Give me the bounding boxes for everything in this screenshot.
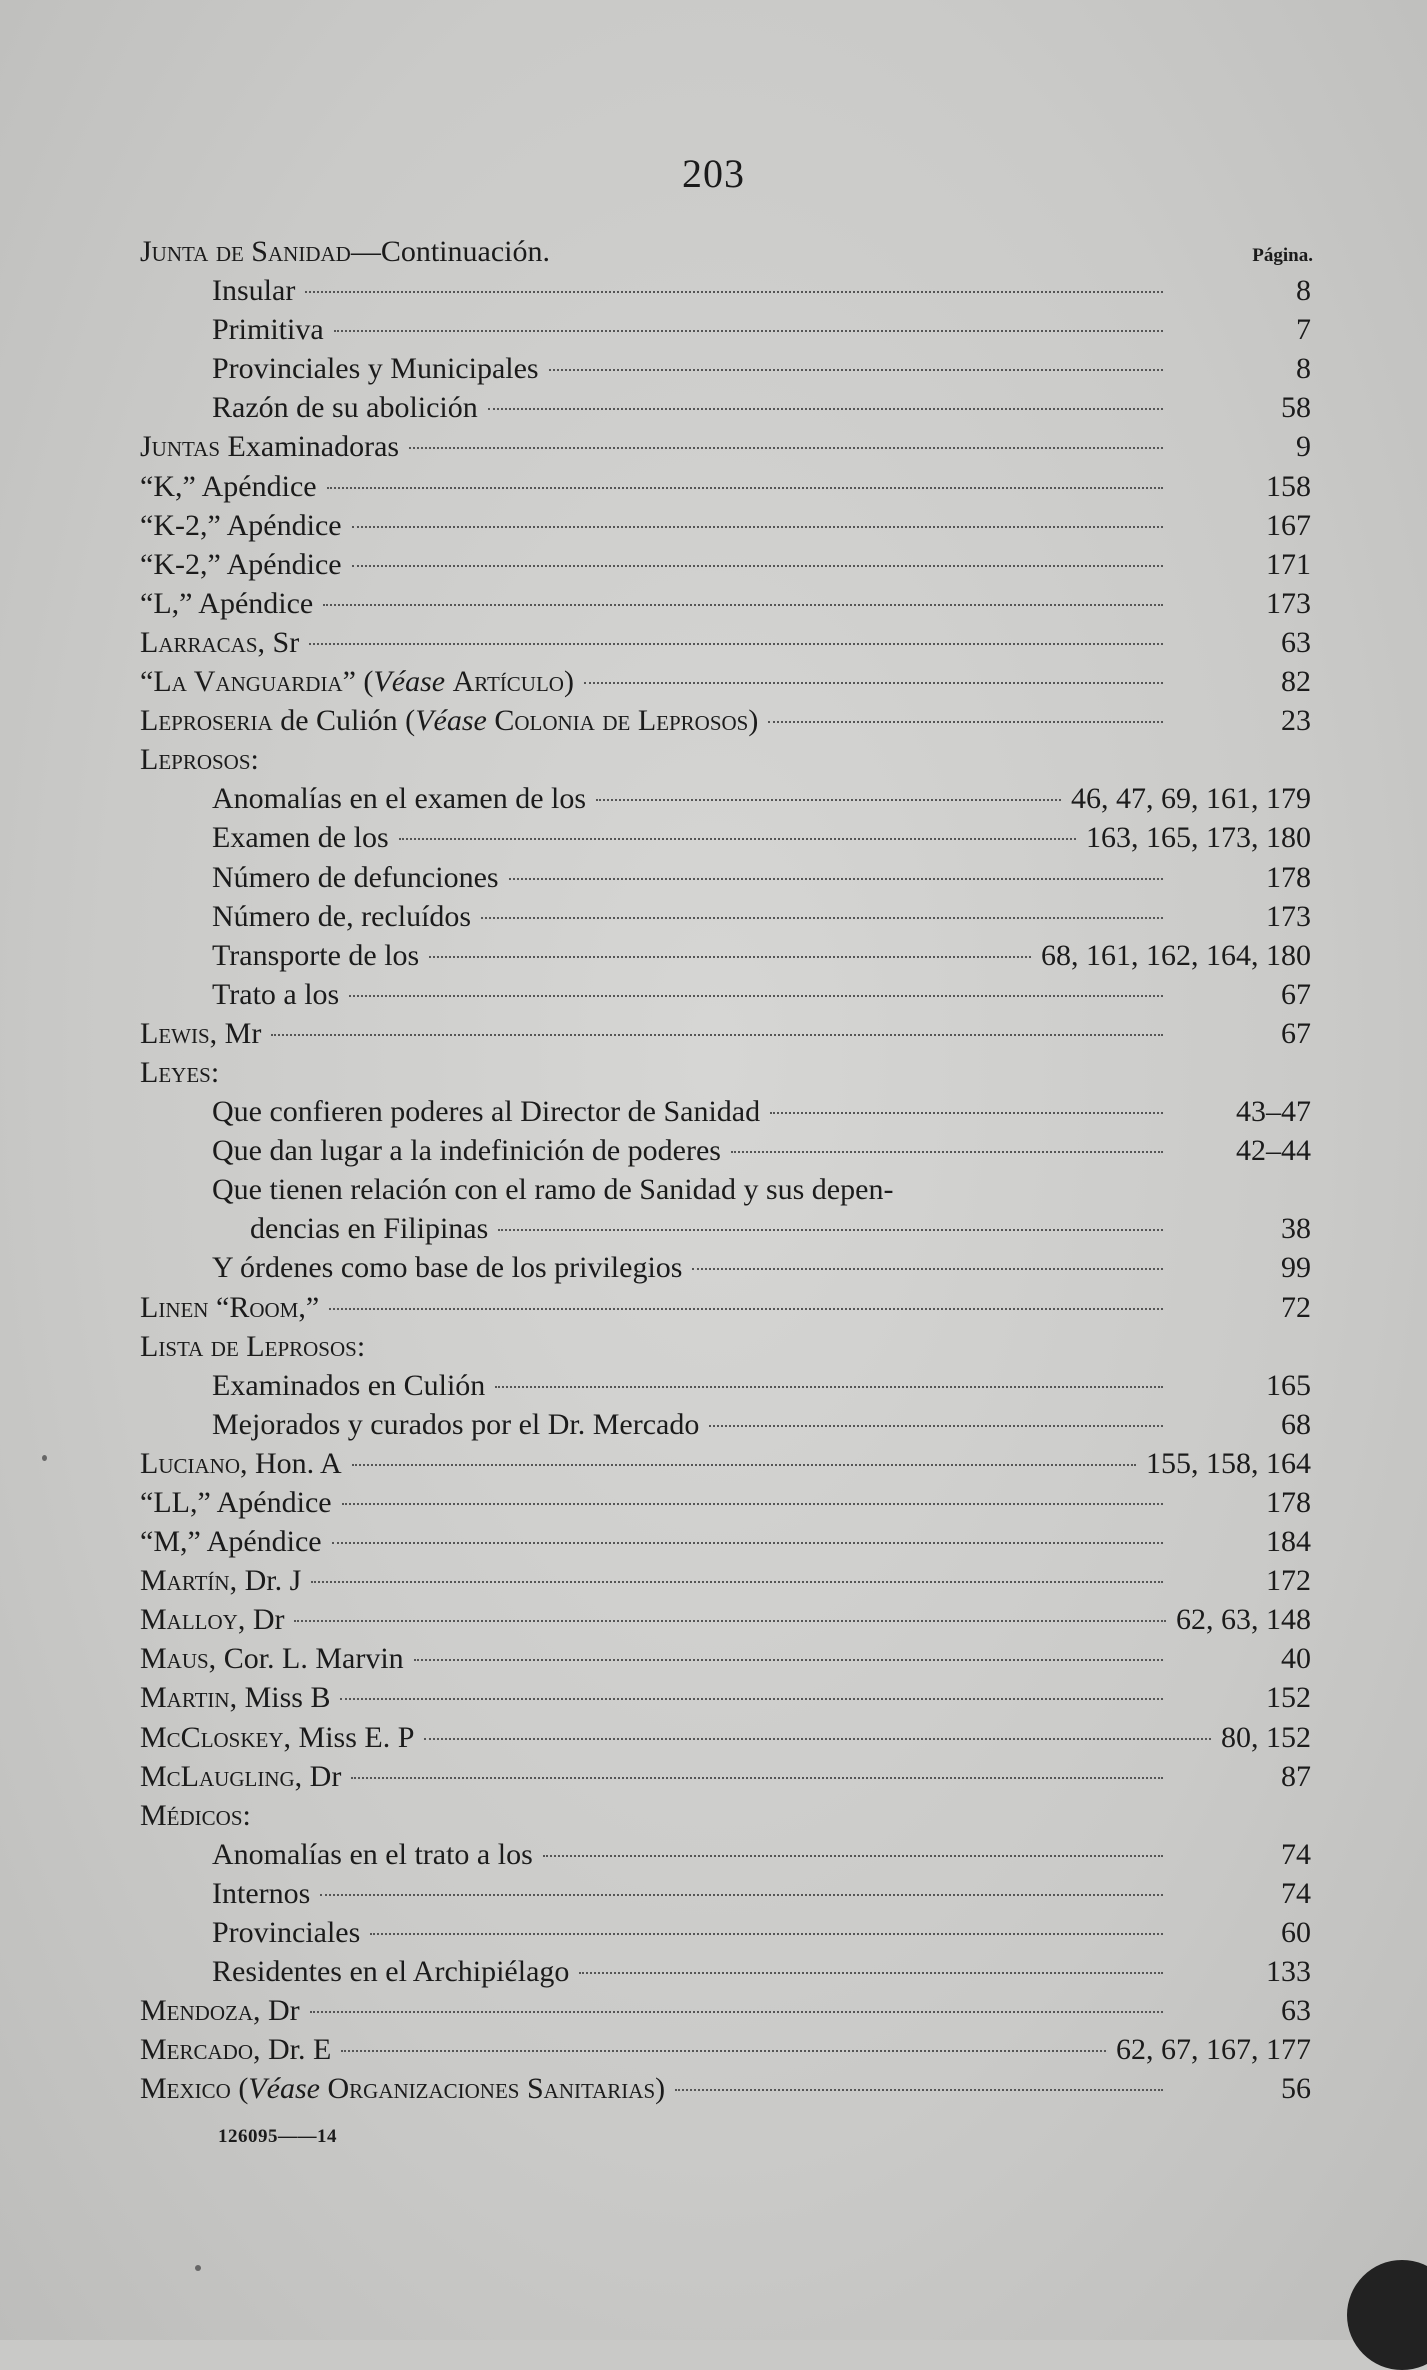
index-entry xyxy=(0,740,1427,779)
index-entry xyxy=(0,1288,1427,1327)
header-title: Junta de Sanidad xyxy=(140,235,351,268)
entry-text: “M,” Apéndice xyxy=(140,1525,322,1559)
entry-text: McLaugling, Dr xyxy=(140,1759,342,1793)
index-entry xyxy=(0,1835,1427,1874)
dot-leader xyxy=(549,369,1163,371)
dot-leader xyxy=(329,1308,1163,1310)
dot-leader xyxy=(584,682,1163,684)
dot-leader xyxy=(399,838,1076,840)
index-entry xyxy=(0,1874,1427,1913)
index-entry xyxy=(0,1327,1427,1366)
entry-text: Leprosos: xyxy=(140,743,259,777)
dot-leader xyxy=(731,1151,1163,1153)
entry-text: Trato a los xyxy=(212,977,340,1011)
index-entry xyxy=(0,1639,1427,1678)
index-entry xyxy=(0,545,1427,584)
index-entry xyxy=(0,1405,1427,1444)
entry-text: Mendoza, Dr xyxy=(140,1994,300,2028)
index-entry xyxy=(0,506,1427,545)
dot-leader xyxy=(334,330,1163,332)
index-entry xyxy=(0,1366,1427,1405)
index-entry xyxy=(0,584,1427,623)
entry-pages: 40 xyxy=(1281,1642,1311,1676)
entry-pages: 68 xyxy=(1281,1407,1311,1441)
entry-pages: 60 xyxy=(1281,1916,1311,1950)
entry-pages: 8 xyxy=(1296,274,1311,308)
entry-pages: 63 xyxy=(1281,1994,1311,2028)
index-entry xyxy=(0,2069,1427,2108)
index-entry xyxy=(0,1053,1427,1092)
entry-pages: 67 xyxy=(1281,977,1311,1011)
entry-pages: 155, 158, 164 xyxy=(1146,1446,1311,1480)
dot-leader xyxy=(488,408,1163,410)
dot-leader xyxy=(414,1659,1163,1661)
dot-leader xyxy=(294,1620,1166,1622)
index-entry xyxy=(0,1092,1427,1131)
entry-pages: 43–47 xyxy=(1236,1095,1311,1129)
entry-pages: 67 xyxy=(1281,1016,1311,1050)
entry-text: Leproseria de Culión (Véase Colonia de Leprosos) xyxy=(140,704,759,738)
entry-text: Médicos: xyxy=(140,1798,251,1832)
entry-pages: 173 xyxy=(1266,899,1311,933)
entry-text: Primitiva xyxy=(212,313,324,347)
dot-leader xyxy=(709,1425,1163,1427)
index-entry xyxy=(0,623,1427,662)
entry-pages: 62, 63, 148 xyxy=(1176,1603,1311,1637)
dot-leader xyxy=(327,487,1163,489)
entry-pages: 62, 67, 167, 177 xyxy=(1116,2033,1311,2067)
entry-text: Linen “Room,” xyxy=(140,1290,320,1324)
dot-leader xyxy=(481,917,1163,919)
index-entry xyxy=(0,1600,1427,1639)
entry-pages: 72 xyxy=(1281,1290,1311,1324)
index-entry xyxy=(0,975,1427,1014)
entry-text: “La Vanguardia” (Véase Artículo) xyxy=(140,665,574,699)
dot-leader xyxy=(692,1268,1163,1270)
index-entry xyxy=(0,1014,1427,1053)
dot-leader xyxy=(509,878,1163,880)
index-entry xyxy=(0,779,1427,818)
entry-text: Mercado, Dr. E xyxy=(140,2033,332,2067)
page-column-label: Página. xyxy=(1252,245,1313,266)
index-entry xyxy=(0,1952,1427,1991)
entry-pages: 178 xyxy=(1266,860,1311,894)
entry-text: Que confieren poderes al Director de Sanidad xyxy=(212,1095,761,1129)
entry-text: Leyes: xyxy=(140,1055,220,1089)
entry-text: Residentes en el Archipiélago xyxy=(212,1955,570,1989)
index-entry xyxy=(0,897,1427,936)
index-entry xyxy=(0,1522,1427,1561)
entry-text: Lewis, Mr xyxy=(140,1016,262,1050)
dot-leader xyxy=(429,956,1031,958)
entry-text: “K,” Apéndice xyxy=(140,469,317,503)
entry-pages: 99 xyxy=(1281,1251,1311,1285)
entry-text: Que dan lugar a la indefinición de poderes xyxy=(212,1134,721,1168)
index-entry xyxy=(0,1444,1427,1483)
entry-pages: 68, 161, 162, 164, 180 xyxy=(1041,938,1311,972)
entry-pages: 8 xyxy=(1296,352,1311,386)
entry-text: Insular xyxy=(212,274,296,308)
index-entry xyxy=(0,388,1427,427)
entry-text: dencias en Filipinas xyxy=(250,1212,489,1246)
index-entry xyxy=(0,467,1427,506)
dot-leader xyxy=(342,1503,1163,1505)
entry-list xyxy=(0,271,1427,2108)
index-entry xyxy=(0,701,1427,740)
entry-text: Luciano, Hon. A xyxy=(140,1446,342,1480)
index-entry xyxy=(0,2030,1427,2069)
dot-leader xyxy=(409,447,1163,449)
dot-leader xyxy=(352,526,1163,528)
dot-leader xyxy=(311,1581,1163,1583)
entry-text: Malloy, Dr xyxy=(140,1603,285,1637)
entry-text: Razón de su abolición xyxy=(212,391,478,425)
entry-text: Número de, recluídos xyxy=(212,899,472,933)
entry-text: Provinciales xyxy=(212,1916,361,1950)
paper-speck xyxy=(195,2265,201,2271)
dot-leader xyxy=(498,1229,1163,1231)
entry-text: Anomalías en el trato a los xyxy=(212,1837,533,1871)
entry-text: Número de defunciones xyxy=(212,860,499,894)
entry-pages: 46, 47, 69, 161, 179 xyxy=(1071,782,1311,816)
index-entry xyxy=(0,1678,1427,1717)
entry-pages: 178 xyxy=(1266,1486,1311,1519)
dot-leader xyxy=(340,1698,1163,1700)
dot-leader xyxy=(310,2011,1163,2013)
entry-pages: 171 xyxy=(1266,547,1311,581)
index-entry xyxy=(0,1131,1427,1170)
dot-leader xyxy=(768,721,1163,723)
dot-leader xyxy=(320,1894,1163,1896)
entry-text: Maus, Cor. L. Marvin xyxy=(140,1642,404,1676)
entry-text: “K-2,” Apéndice xyxy=(140,547,342,581)
index-entry xyxy=(0,1170,1427,1209)
index-entry xyxy=(0,1209,1427,1248)
entry-pages: 184 xyxy=(1266,1525,1311,1559)
dot-leader xyxy=(351,1777,1163,1779)
entry-text: Transporte de los xyxy=(212,938,420,972)
entry-text: “LL,” Apéndice xyxy=(140,1486,332,1519)
entry-text: Examen de los xyxy=(212,821,389,855)
index-entry xyxy=(0,1483,1427,1522)
index-entry xyxy=(0,818,1427,857)
header-continuation: —Continuación. xyxy=(350,235,550,268)
printer-code: 126095——14 xyxy=(218,2126,337,2147)
entry-pages: 167 xyxy=(1266,508,1311,542)
entry-pages: 38 xyxy=(1281,1212,1311,1246)
index-entry xyxy=(0,271,1427,310)
index-entry xyxy=(0,1561,1427,1600)
entry-text: Anomalías en el examen de los xyxy=(212,782,587,816)
entry-text: “K-2,” Apéndice xyxy=(140,508,342,542)
dot-leader xyxy=(495,1386,1163,1388)
index-entry xyxy=(0,1248,1427,1287)
entry-pages: 74 xyxy=(1281,1837,1311,1871)
entry-pages: 7 xyxy=(1296,313,1311,347)
dot-leader xyxy=(579,1972,1163,1974)
entry-text: Larracas, Sr xyxy=(140,625,300,659)
entry-pages: 80, 152 xyxy=(1221,1720,1311,1754)
dot-leader xyxy=(370,1933,1163,1935)
entry-text: Martín, Dr. J xyxy=(140,1564,302,1598)
index-entry xyxy=(0,1796,1427,1835)
dot-leader xyxy=(309,643,1163,645)
entry-pages: 173 xyxy=(1266,586,1311,620)
entry-pages: 158 xyxy=(1266,469,1311,503)
entry-pages: 23 xyxy=(1281,704,1311,738)
dot-leader xyxy=(424,1738,1211,1740)
entry-text: Examinados en Culión xyxy=(212,1368,486,1402)
index-entry xyxy=(0,427,1427,466)
entry-pages: 58 xyxy=(1281,391,1311,425)
entry-text: Martin, Miss B xyxy=(140,1681,331,1715)
dot-leader xyxy=(305,291,1163,293)
entry-pages: 56 xyxy=(1281,2072,1311,2106)
dot-leader xyxy=(332,1542,1163,1544)
dot-leader xyxy=(770,1112,1163,1114)
entry-text: Provinciales y Municipales xyxy=(212,352,539,386)
entry-pages: 87 xyxy=(1281,1759,1311,1793)
entry-text: Que tienen relación con el ramo de Sanidad y sus depen- xyxy=(212,1173,894,1207)
entry-pages: 63 xyxy=(1281,625,1311,659)
entry-text: Mexico (Véase Organizaciones Sanitarias) xyxy=(140,2072,666,2106)
index-entry xyxy=(0,310,1427,349)
entry-pages: 165 xyxy=(1266,1368,1311,1402)
index-entry xyxy=(0,858,1427,897)
page-number: 203 xyxy=(682,151,745,196)
entry-pages: 9 xyxy=(1296,430,1311,464)
dot-leader xyxy=(271,1034,1163,1036)
entry-pages: 152 xyxy=(1266,1681,1311,1715)
entry-text: Y órdenes como base de los privilegios xyxy=(212,1251,683,1285)
index-entry xyxy=(0,1718,1427,1757)
entry-text: Lista de Leprosos: xyxy=(140,1329,366,1363)
page-corner-shadow xyxy=(1347,2260,1427,2370)
dot-leader xyxy=(352,1464,1136,1466)
entry-pages: 42–44 xyxy=(1236,1134,1311,1168)
dot-leader xyxy=(349,995,1163,997)
entry-text: Internos xyxy=(212,1876,311,1910)
index-entry xyxy=(0,349,1427,388)
entry-pages: 133 xyxy=(1266,1955,1311,1989)
entry-text: McCloskey, Miss E. P xyxy=(140,1720,415,1754)
dot-leader xyxy=(323,604,1163,606)
dot-leader xyxy=(341,2050,1106,2052)
entry-text: Mejorados y curados por el Dr. Mercado xyxy=(212,1407,700,1441)
index-entries xyxy=(0,232,1427,2109)
entry-pages: 82 xyxy=(1281,665,1311,699)
dot-leader xyxy=(352,565,1163,567)
dot-leader xyxy=(543,1855,1163,1857)
entry-pages: 74 xyxy=(1281,1876,1311,1910)
index-entry xyxy=(0,1757,1427,1796)
dot-leader xyxy=(675,2089,1163,2091)
index-entry xyxy=(0,936,1427,975)
index-entry xyxy=(0,1991,1427,2030)
index-entry xyxy=(0,662,1427,701)
dot-leader xyxy=(596,799,1061,801)
entry-text: Juntas Examinadoras xyxy=(140,430,400,464)
entry-pages: 172 xyxy=(1266,1564,1311,1598)
paper-speck xyxy=(42,1455,47,1461)
section-header xyxy=(0,232,1427,271)
entry-text: “L,” Apéndice xyxy=(140,586,314,620)
entry-pages: 163, 165, 173, 180 xyxy=(1086,821,1311,855)
index-entry xyxy=(0,1913,1427,1952)
